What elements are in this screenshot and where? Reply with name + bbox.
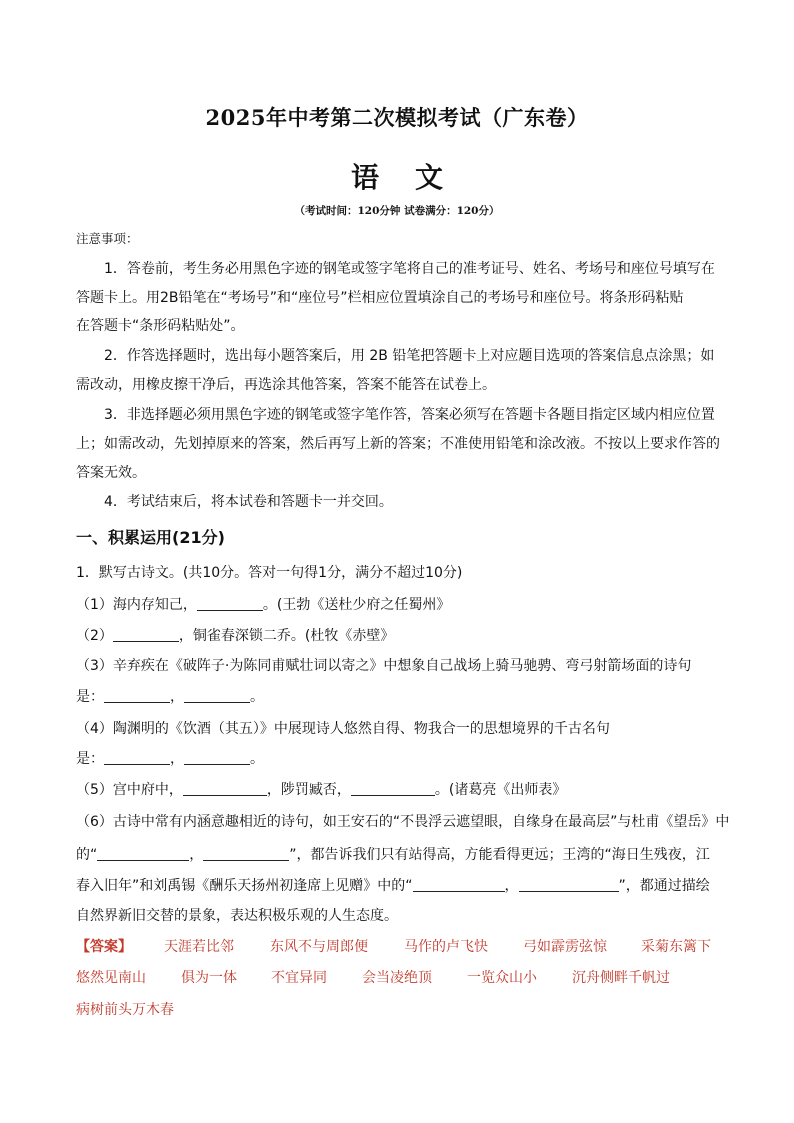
notice-p3-line3: 答案无效。 — [76, 465, 146, 481]
answer-item: 采菊东篱下 — [641, 939, 711, 955]
answer-blank — [184, 687, 250, 703]
question-1-3-blanks: 是： ， 。 — [76, 689, 264, 705]
subject-char-2: 文 — [415, 161, 444, 194]
answer-item: 悠然见南山 — [76, 970, 146, 986]
question-1-6-line2: 的“ ， ”，都告诉我们只有站得高，方能看得更远；王湾的“海日生残夜，江 — [76, 847, 710, 863]
answer-blank — [104, 749, 170, 765]
question-1-5: （5）宫中府中， ，陟罚臧否， 。(诸葛亮《出师表》 — [76, 782, 567, 798]
answer-blank — [351, 780, 435, 796]
notice-p2-line2: 需改动，用橡皮擦干净后，再选涂其他答案，答案不能答在试卷上。 — [76, 377, 496, 393]
notice-p3-line1: 3．非选择题必须用黑色字迹的钢笔或签字笔作答，答案必须写在答题卡各题目指定区域内相应位置 — [104, 407, 715, 423]
answer-item: 一览众山小 — [467, 970, 537, 986]
question-1-6-line1: （6）古诗中常有内涵意趣相近的诗句，如王安石的“不畏浮云遮望眼，自缘身在最高层”与杜甫《望岳》中 — [76, 814, 730, 830]
question-1-1: （1）海内存知己， 。(王勃《送杜少府之任蜀州》 — [76, 597, 451, 613]
question-1-3: （3）辛弃疾在《破阵子·为陈同甫赋壮词以寄之》中想象自己战场上骑马驰骋、弯弓射箭场面的诗句 — [76, 658, 692, 674]
question-1: 1．默写古诗文。(共10分。答对一句得1分，满分不超过10分) — [76, 565, 463, 581]
answer-blank — [113, 626, 179, 642]
answer-blank — [203, 845, 289, 861]
exam-info: （考试时间：120分钟 试卷满分：120分） — [294, 205, 500, 217]
answer-blank — [183, 780, 267, 796]
notice-p1-line1: 1．答卷前，考生务必用黑色字迹的钢笔或签字笔将自己的准考证号、姓名、考场号和座位号填写在 — [104, 261, 715, 277]
subject-title — [0, 156, 794, 196]
notice-p2-line1: 2．作答选择题时，选出每小题答案后，用 2B 铅笔把答题卡上对应题目选项的答案信息点涂黑；如 — [104, 348, 715, 364]
exam-title: 2025年中考第二次模拟考试（广东卷） — [205, 105, 589, 130]
question-1-2: （2） ，铜雀春深锁二乔。(杜牧《赤壁》 — [76, 628, 395, 644]
question-1-6-line3: 春入旧年”和刘禹锡《酬乐天扬州初逢席上见赠》中的“ ， ”，都通过描绘 — [76, 878, 710, 894]
answer-item: 马作的卢飞快 — [404, 939, 488, 955]
answer-tag: 【答案】 — [76, 939, 132, 955]
notice-p4-line1: 4．考试结束后，将本试卷和答题卡一并交回。 — [104, 494, 393, 510]
section-heading: 一、积累运用(21分) — [76, 528, 225, 547]
answer-blank — [97, 845, 189, 861]
question-1-4-blanks: 是： ， 。 — [76, 751, 264, 767]
answer-item: 俱为一体 — [181, 970, 237, 986]
answer-blank — [519, 876, 619, 892]
answer-item: 东风不与周郎便 — [270, 939, 368, 955]
question-1-4: （4）陶渊明的《饮酒（其五）》中展现诗人悠然自得、物我合一的思想境界的千古名句 — [76, 721, 610, 737]
subject-char-1: 语 — [350, 161, 379, 194]
answer-blank — [184, 749, 250, 765]
notice-p1-line3: 在答题卡“条形码粘贴处”。 — [76, 318, 245, 334]
answer-item: 病树前头万木春 — [76, 1002, 174, 1018]
answer-item: 天涯若比邻 — [164, 939, 234, 955]
notice-label: 注意事项： — [76, 231, 139, 246]
question-1-6-line4: 自然界新旧交替的景象，表达积极乐观的人生态度。 — [76, 908, 398, 924]
answer-blank — [104, 687, 170, 703]
answer-item: 会当凌绝顶 — [362, 970, 432, 986]
answer-item: 不宜异同 — [271, 970, 327, 986]
notice-p1-line2: 答题卡上。用2B铅笔在“考场号”和“座位号”栏相应位置填涂自己的考场号和座位号。将条形码粘贴 — [76, 290, 684, 306]
answer-blank — [413, 876, 505, 892]
answer-item: 弓如霹雳弦惊 — [523, 939, 607, 955]
answer-item: 沉舟侧畔千帆过 — [572, 970, 670, 986]
notice-p3-line2: 上；如需改动，先划掉原来的答案，然后再写上新的答案；不准使用铅笔和涂改液。不按以上要求作答的 — [76, 436, 720, 452]
answer-blank — [197, 595, 263, 611]
